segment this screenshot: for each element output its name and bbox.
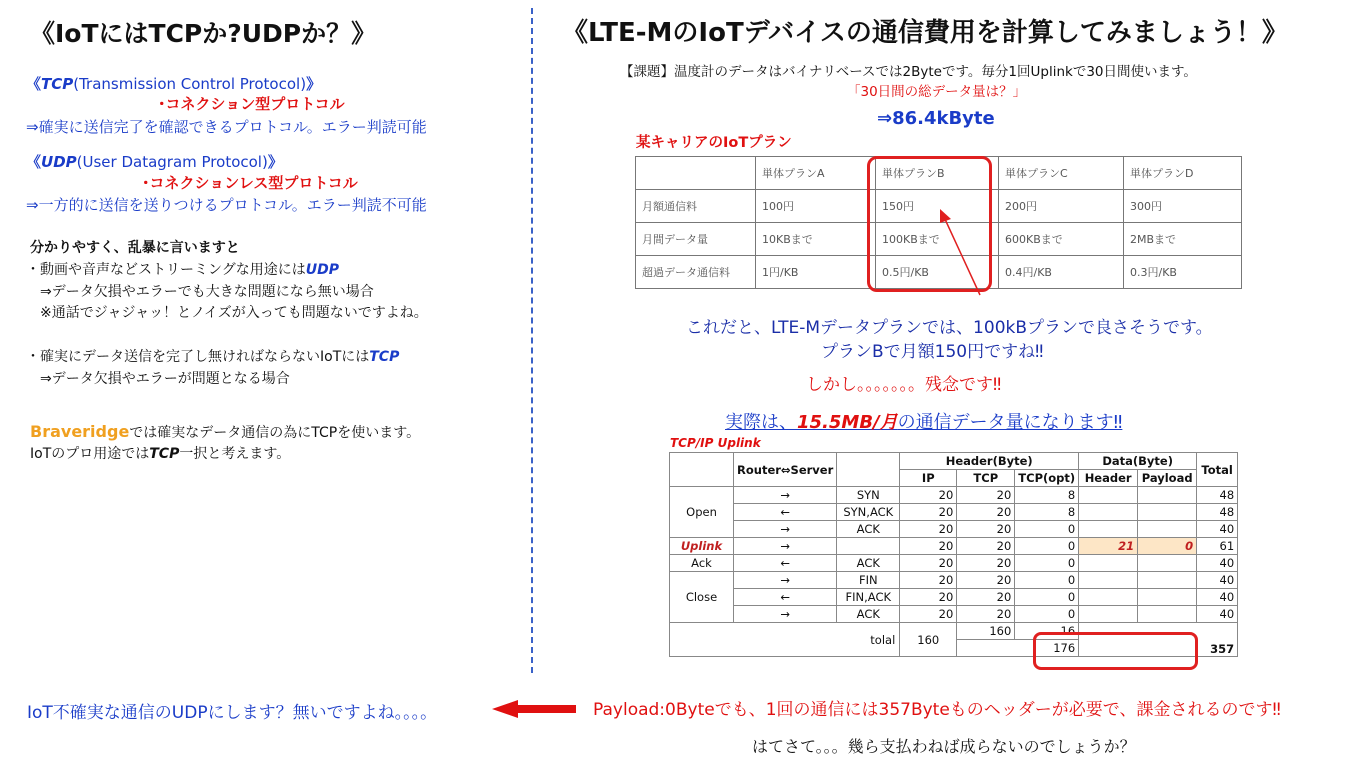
udp-use-line2: ⇒データ欠損やエラーでも大きな問題になら無い場合	[40, 284, 374, 300]
tcp-open-bracket: 《	[26, 75, 42, 93]
tcp-flag-header	[837, 453, 900, 487]
tcp-close-bracket: 》	[306, 75, 322, 93]
total-cell: 48	[1197, 487, 1238, 504]
dheader-cell	[1079, 555, 1138, 572]
udp-use-prefix: ・動画や音声などストリーミングな用途には	[26, 262, 306, 278]
opt-cell: 0	[1015, 538, 1079, 555]
plan-cell: 月額通信料	[636, 190, 756, 223]
ip-cell: 20	[900, 606, 957, 623]
tcp-opt-header: TCP(opt)	[1015, 470, 1079, 487]
flag-cell: FIN,ACK	[837, 589, 900, 606]
ip-cell: 20	[900, 589, 957, 606]
tcp-ip-header: IP	[900, 470, 957, 487]
tcp-row	[670, 504, 1238, 521]
ip-cell: 20	[900, 572, 957, 589]
brand-rest: では確実なデータ通信の為にTCPを使います。	[129, 425, 421, 441]
opt-cell: 8	[1015, 487, 1079, 504]
tcp-header-group: Header(Byte)	[900, 453, 1079, 470]
plan-cell: 200円	[999, 190, 1124, 223]
udp-use-word: UDP	[305, 262, 339, 278]
dheader-cell	[1079, 504, 1138, 521]
plan-cell: 月間データ量	[636, 223, 756, 256]
grand-total: 357	[1079, 623, 1238, 657]
summary-heading: 分かりやすく、乱暴に言いますと	[30, 240, 240, 256]
final-question: はてさて。。。幾ら支払わねば成らないのでしょうか？	[752, 737, 1136, 756]
brand-name: Braveridge	[30, 422, 130, 441]
tcp-data-group: Data(Byte)	[1079, 453, 1197, 470]
payload-cell	[1138, 606, 1197, 623]
flag-cell: SYN	[837, 487, 900, 504]
plan-cell: 0.5円/KB	[876, 256, 999, 289]
ip-cell: 20	[900, 504, 957, 521]
payload-cell	[1138, 572, 1197, 589]
tcp-cell: 20	[957, 538, 1015, 555]
total-opt: 16	[1015, 623, 1079, 640]
opt-cell: 0	[1015, 572, 1079, 589]
tcp-total-header: Total	[1197, 453, 1238, 487]
tcp-row	[670, 606, 1238, 623]
payload-cell	[1138, 487, 1197, 504]
left-title: 《IoTにはTCPか?UDPか？》	[30, 19, 377, 48]
pointer-arrow	[930, 205, 990, 300]
udp-heading	[26, 152, 283, 172]
plan-cell: 超過データ通信料	[636, 256, 756, 289]
payload-cell	[1138, 589, 1197, 606]
opt-cell: 0	[1015, 555, 1079, 572]
comment-line-3: しかし。。。。。。。残念です‼	[806, 375, 1002, 395]
dir-cell: ←	[734, 555, 837, 572]
left-arrow-icon	[492, 700, 577, 718]
actual-prefix: 実際は、	[725, 412, 797, 433]
udp-close-bracket: 》	[267, 153, 283, 171]
question-text: 「30日間の総データ量は？」	[847, 84, 1027, 100]
total-cell: 61	[1197, 538, 1238, 555]
udp-abbr: UDP	[41, 153, 77, 171]
dir-cell: →	[734, 572, 837, 589]
tcp-abbr: TCP	[41, 75, 74, 93]
tcp-type: ･コネクション型プロトコル	[158, 95, 345, 113]
plan-cell: 10KBまで	[756, 223, 876, 256]
tcp-cell: 20	[957, 606, 1015, 623]
total-cell: 40	[1197, 555, 1238, 572]
opt-cell: 0	[1015, 606, 1079, 623]
ip-cell: 20	[900, 521, 957, 538]
payload-note: Payload:0Byteでも、1回の通信には357Byteものヘッダーが必要で、課金されるのです‼	[593, 700, 1281, 720]
udp-description: ⇒一方的に送信を送りつけるプロトコル。エラー判読不可能	[26, 196, 427, 214]
tcp-cell: 20	[957, 521, 1015, 538]
payload-cell: 0	[1138, 538, 1197, 555]
tcp-use-word: TCP	[369, 349, 400, 365]
ip-cell: 20	[900, 555, 957, 572]
total-cell: 40	[1197, 521, 1238, 538]
plan-cell: 100円	[756, 190, 876, 223]
payload-cell	[1138, 504, 1197, 521]
plan-cell: 0.3円/KB	[1124, 256, 1242, 289]
dheader-cell	[1079, 487, 1138, 504]
opt-cell: 8	[1015, 504, 1079, 521]
payload-cell	[1138, 521, 1197, 538]
tcp-cell: 20	[957, 572, 1015, 589]
tcp-use-prefix: ・確実にデータ送信を完了し無ければならないIoTには	[26, 349, 370, 365]
plan-header-cell: 単体プランB	[876, 157, 999, 190]
dir-cell: →	[734, 521, 837, 538]
tcp-payload-header: Payload	[1138, 470, 1197, 487]
tcp-row	[670, 572, 1238, 589]
opt-cell: 0	[1015, 589, 1079, 606]
group-open: Open	[670, 487, 734, 538]
tcp-cell: 20	[957, 555, 1015, 572]
plan-header-cell	[636, 157, 756, 190]
actual-line	[725, 408, 1122, 434]
dir-cell: →	[734, 538, 837, 555]
flag-cell: SYN,ACK	[837, 504, 900, 521]
dheader-cell: 21	[1079, 538, 1138, 555]
dheader-cell	[1079, 521, 1138, 538]
task-text: 【課題】温度計のデータはバイナリベースでは2Byteです。毎分1回Uplinkで30日間使います。	[620, 64, 1197, 80]
plan-header-cell: 単体プランD	[1124, 157, 1242, 190]
tcp-use-line2: ⇒データ欠損やエラーが問題となる場合	[40, 371, 290, 387]
total-tcp: 160	[957, 623, 1015, 640]
actual-value: 15.5MB/月	[797, 412, 898, 433]
opt-cell: 0	[1015, 521, 1079, 538]
pro-line	[30, 444, 290, 464]
total-cell: 48	[1197, 504, 1238, 521]
udp-use-line1	[26, 260, 339, 280]
dheader-cell	[1079, 572, 1138, 589]
comment-line-1: これだと、LTE-Mデータプランでは、100kBプランで良さそうです。	[686, 318, 1213, 338]
plan-cell: 300円	[1124, 190, 1242, 223]
flag-cell: ACK	[837, 606, 900, 623]
udp-open-bracket: 《	[26, 153, 42, 171]
udp-use-line3: ※通話でジャジャッ！とノイズが入っても問題ないですよね。	[40, 305, 428, 321]
plan-cell: 0.4円/KB	[999, 256, 1124, 289]
plan-cell: 150円	[876, 190, 999, 223]
tcp-router-header: Router⇔Server	[734, 453, 837, 487]
brand-line	[30, 422, 420, 443]
dir-cell: →	[734, 487, 837, 504]
answer-text: ⇒86.4kByte	[877, 108, 995, 129]
pro-word: TCP	[149, 446, 180, 462]
plan-header-cell: 単体プランC	[999, 157, 1124, 190]
total-header-sum: 176	[957, 640, 1079, 657]
actual-suffix: の通信データ量になります‼	[897, 412, 1123, 433]
flag-cell: ACK	[837, 555, 900, 572]
dir-cell: →	[734, 606, 837, 623]
total-cell: 40	[1197, 589, 1238, 606]
plan-cell: 2MBまで	[1124, 223, 1242, 256]
tcp-use-line1	[26, 347, 399, 367]
ip-cell: 20	[900, 538, 957, 555]
tcp-row	[670, 555, 1238, 572]
pro-suffix: 一択と考えます。	[179, 446, 291, 462]
pro-prefix: IoTのプロ用途では	[30, 446, 150, 462]
dir-cell: ←	[734, 589, 837, 606]
tcp-cell: 20	[957, 589, 1015, 606]
dheader-cell	[1079, 589, 1138, 606]
plan-cell: 1円/KB	[756, 256, 876, 289]
column-divider	[531, 8, 533, 673]
flag-cell: ACK	[837, 521, 900, 538]
group-uplink: Uplink	[670, 538, 734, 555]
tcp-row	[670, 487, 1238, 504]
flag-cell	[837, 538, 900, 555]
total-highlight	[1033, 632, 1198, 670]
plan-caption: 某キャリアのIoTプラン	[636, 135, 792, 151]
udp-fullname: (User Datagram Protocol)	[76, 153, 268, 171]
flag-cell: FIN	[837, 572, 900, 589]
plan-cell: 100KBまで	[876, 223, 999, 256]
tcp-row-uplink	[670, 538, 1238, 555]
plan-cell: 600KBまで	[999, 223, 1124, 256]
total-cell: 40	[1197, 606, 1238, 623]
tcp-fullname: (Transmission Control Protocol)	[73, 75, 307, 93]
group-close: Close	[670, 572, 734, 623]
dheader-cell	[1079, 606, 1138, 623]
payload-cell	[1138, 555, 1197, 572]
ip-cell: 20	[900, 487, 957, 504]
tcp-row	[670, 521, 1238, 538]
udp-type: ･コネクションレス型プロトコル	[142, 174, 358, 192]
comment-line-2: プランBで月額150円ですね‼	[821, 342, 1044, 362]
tcp-description: ⇒確実に送信完了を確認できるプロトコル。エラー判読可能	[26, 118, 427, 136]
tcp-corner-cell	[670, 453, 734, 487]
dir-cell: ←	[734, 504, 837, 521]
bottom-left-text: IoT不確実な通信のUDPにします？無いですよね。。。。	[27, 703, 438, 723]
tcp-row	[670, 589, 1238, 606]
right-title: 《LTE-MのIoTデバイスの通信費用を計算してみましょう！》	[562, 18, 1288, 48]
group-ack: Ack	[670, 555, 734, 572]
tcp-cell: 20	[957, 487, 1015, 504]
tcp-uplink-table	[669, 452, 1238, 657]
plan-header-cell: 単体プランA	[756, 157, 876, 190]
tcp-tcp-header: TCP	[957, 470, 1015, 487]
tcp-caption: TCP/IP Uplink	[670, 436, 761, 450]
tcp-heading	[26, 74, 321, 94]
tcp-dheader-header: Header	[1079, 470, 1138, 487]
total-ip: 160	[900, 623, 957, 657]
total-label: tolal	[670, 623, 900, 657]
total-cell: 40	[1197, 572, 1238, 589]
tcp-cell: 20	[957, 504, 1015, 521]
